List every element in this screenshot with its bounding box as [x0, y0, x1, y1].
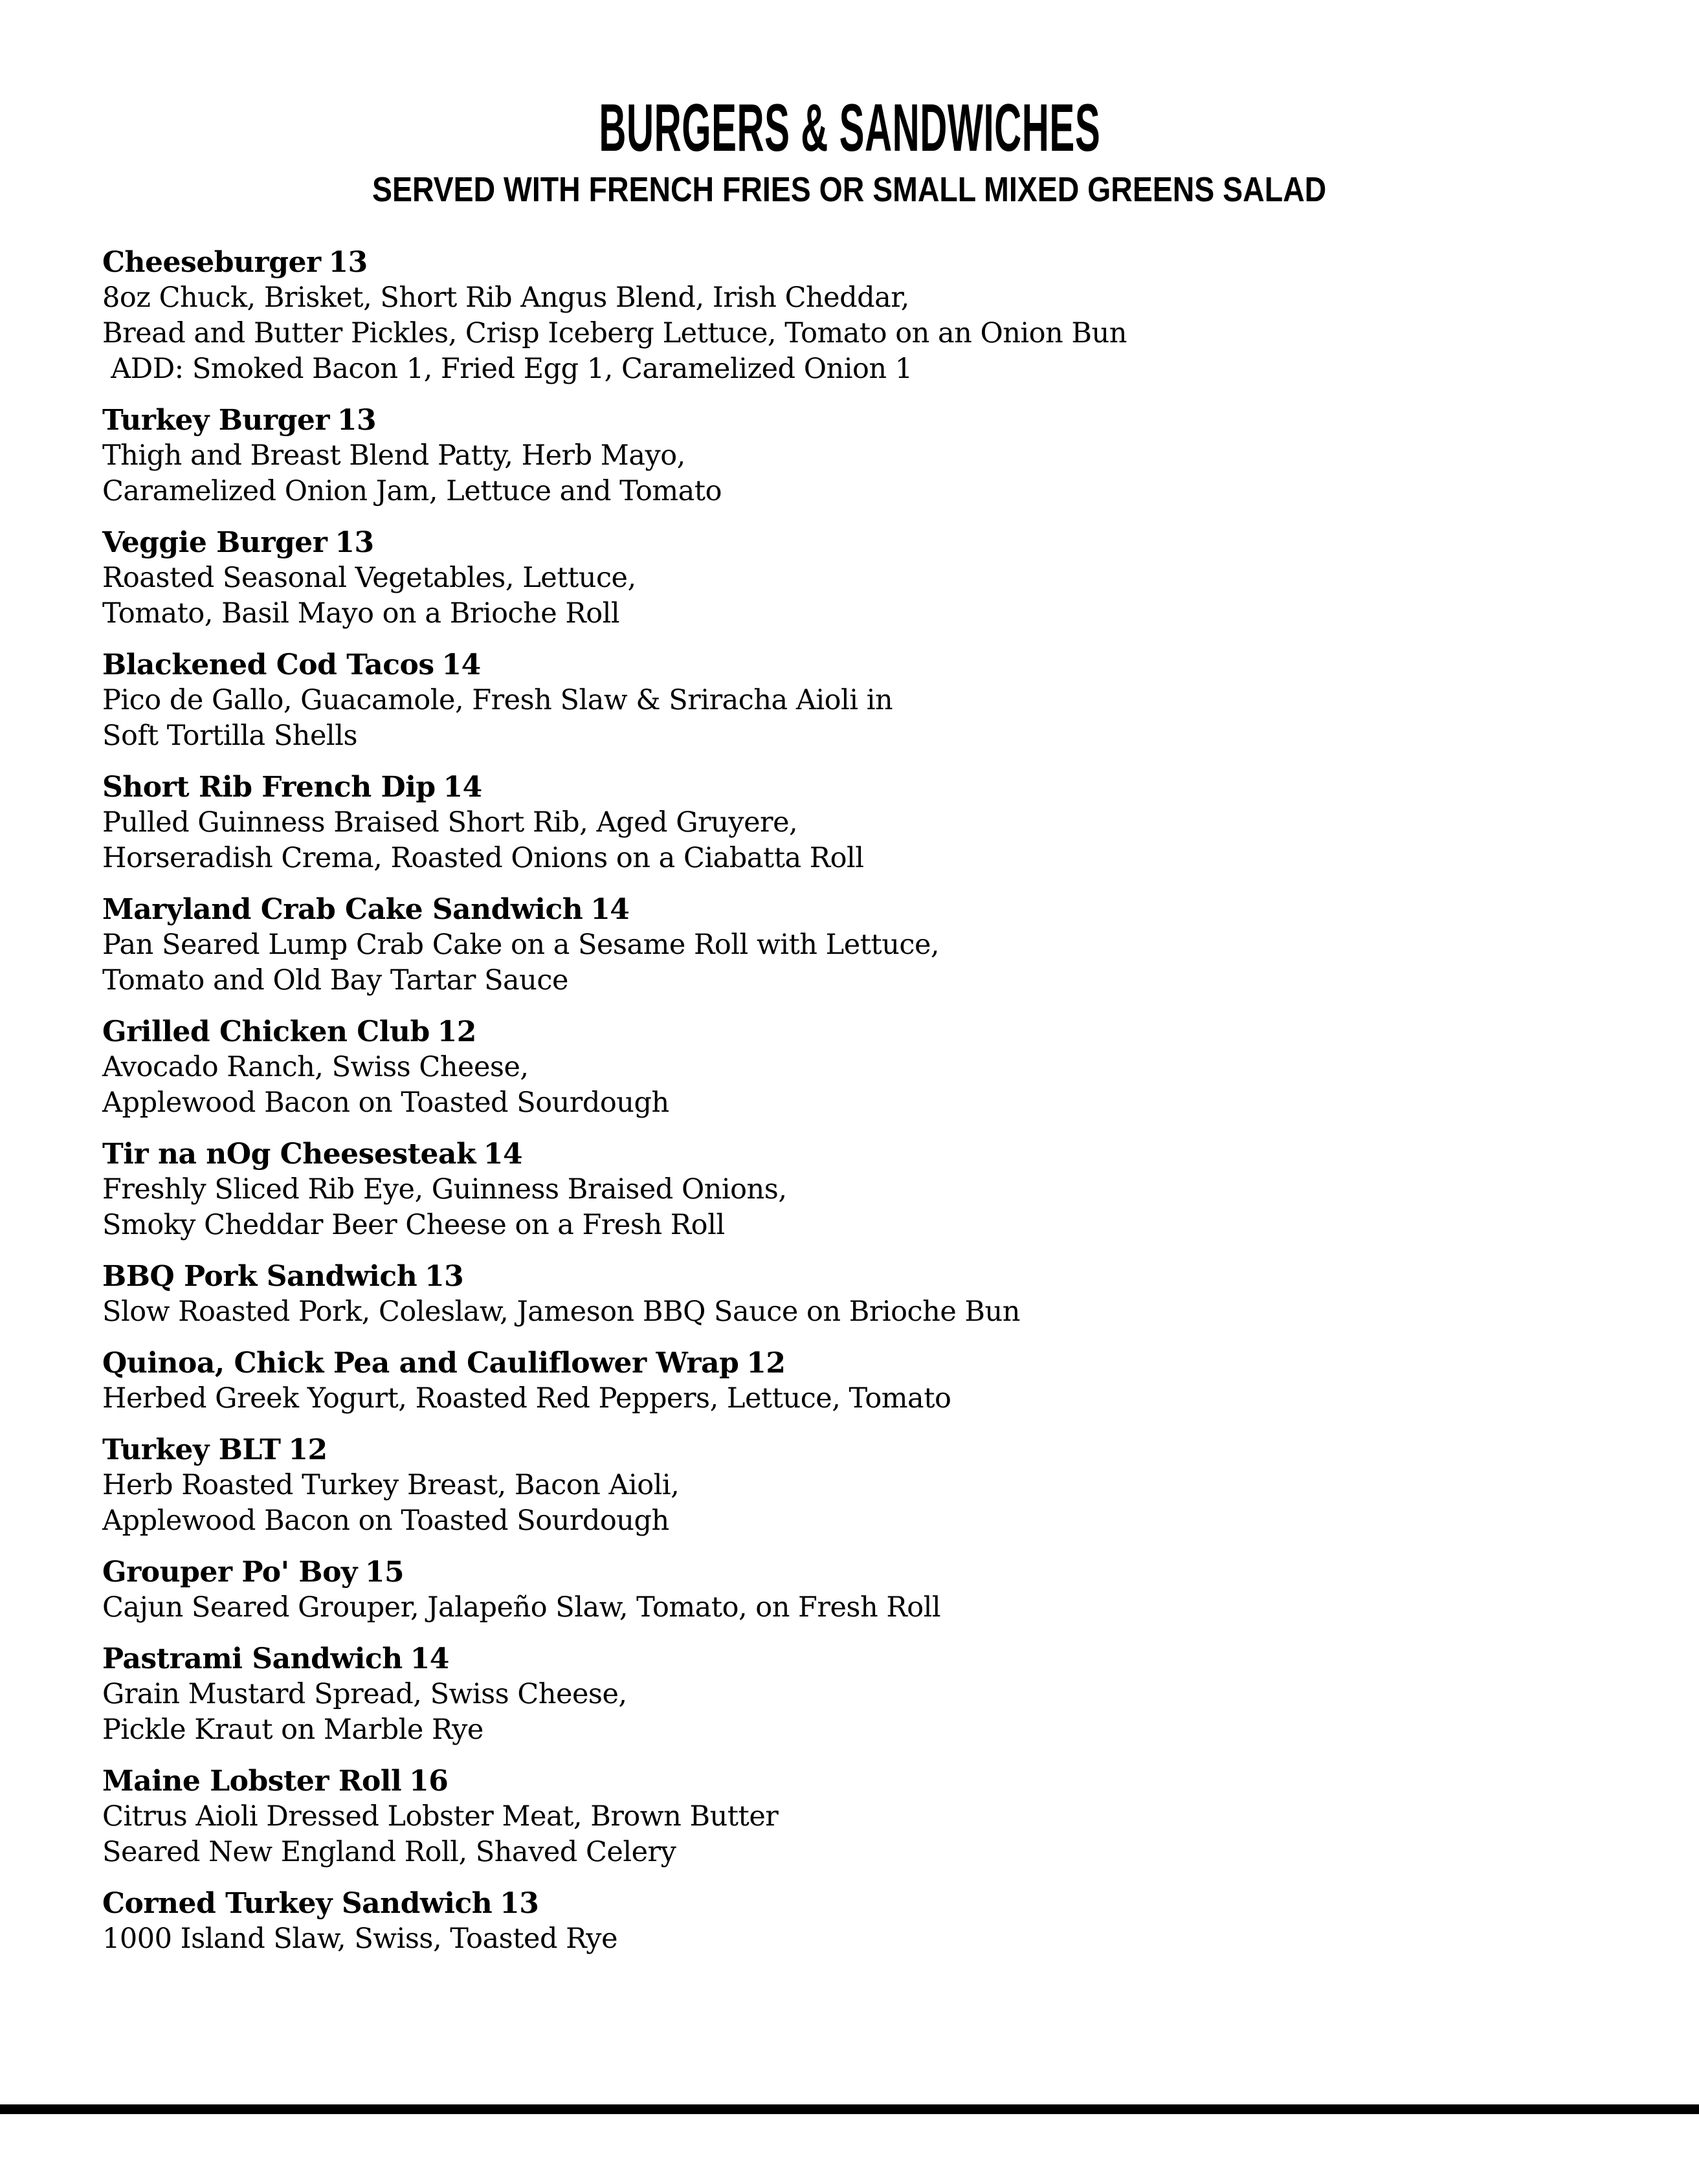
- menu-item-title: [102, 1014, 1634, 1050]
- menu-item-description-line: Applewood Bacon on Toasted Sourdough: [102, 1505, 669, 1537]
- menu-item-price: 12: [288, 1433, 328, 1466]
- menu-item: [102, 1345, 1634, 1417]
- menu-item-name: Veggie Burger: [102, 526, 328, 559]
- menu-item: [102, 769, 1634, 876]
- menu-item-description: [102, 1468, 1634, 1539]
- menu-item-description: [102, 1921, 1634, 1957]
- menu-item-description: [102, 1677, 1634, 1748]
- menu-item-description: [102, 805, 1634, 876]
- menu-item-description: [102, 1050, 1634, 1121]
- menu-item-description-line: Herbed Greek Yogurt, Roasted Red Peppers, Lettuce, Tomato: [102, 1382, 951, 1415]
- menu-item-name: Turkey Burger: [102, 404, 330, 437]
- menu-item-price: 15: [364, 1556, 405, 1589]
- menu-item-title: [102, 1345, 1634, 1381]
- menu-item-description-line: Tomato, Basil Mayo on a Brioche Roll: [102, 597, 620, 630]
- menu-item-description-line: Avocado Ranch, Swiss Cheese,: [102, 1051, 529, 1083]
- menu-item-price: 13: [425, 1260, 464, 1293]
- menu-item-price: 14: [483, 1138, 523, 1171]
- menu-item-price: 13: [337, 404, 377, 437]
- menu-item-description-line: Thigh and Breast Blend Patty, Herb Mayo,: [102, 439, 685, 472]
- menu-item: [102, 1014, 1634, 1121]
- menu-item-description-line: Caramelized Onion Jam, Lettuce and Tomato: [102, 475, 722, 507]
- menu-item-name: Short Rib French Dip: [102, 771, 436, 804]
- menu-item-description: [102, 1294, 1634, 1330]
- menu-item: [102, 1259, 1634, 1330]
- menu-item-description: [102, 1590, 1634, 1626]
- menu-item-title: [102, 1763, 1634, 1799]
- menu-item-description-line: 8oz Chuck, Brisket, Short Rib Angus Blend, Irish Cheddar,: [102, 281, 909, 314]
- menu-item-description-line: Soft Tortilla Shells: [102, 720, 358, 752]
- menu-section-subtitle: SERVED WITH FRENCH FRIES OR SMALL MIXED GREENS SALAD: [372, 170, 1327, 209]
- menu-item-description-line: Tomato and Old Bay Tartar Sauce: [102, 964, 568, 997]
- menu-item-description-line: Horseradish Crema, Roasted Onions on a Ciabatta Roll: [102, 842, 864, 874]
- menu-item: [102, 892, 1634, 998]
- menu-item-description-line: Smoky Cheddar Beer Cheese on a Fresh Roll: [102, 1209, 725, 1241]
- menu-item-description-line: Slow Roasted Pork, Coleslaw, Jameson BBQ Sauce on Brioche Bun: [102, 1296, 1020, 1328]
- menu-item-title: [102, 1432, 1634, 1468]
- menu-item-price: 14: [590, 893, 630, 926]
- menu-item-title: [102, 1259, 1634, 1294]
- menu-item: [102, 1432, 1634, 1539]
- menu-item-description-line: Citrus Aioli Dressed Lobster Meat, Brown Butter: [102, 1800, 779, 1833]
- menu-item-description-line: Pan Seared Lump Crab Cake on a Sesame Roll with Lettuce,: [102, 929, 940, 961]
- menu-item-description-line: Roasted Seasonal Vegetables, Lettuce,: [102, 562, 636, 594]
- menu-item: [102, 1886, 1634, 1957]
- menu-item-name: Blackened Cod Tacos: [102, 648, 434, 681]
- menu-item-description: [102, 560, 1634, 632]
- menu-item-description-line: Herb Roasted Turkey Breast, Bacon Aioli,: [102, 1469, 680, 1501]
- menu-item-description-line: Cajun Seared Grouper, Jalapeño Slaw, Tomato, on Fresh Roll: [102, 1591, 941, 1624]
- menu-item-price: 12: [746, 1347, 786, 1380]
- menu-item-price: 14: [441, 648, 481, 681]
- menu-item-title: [102, 647, 1634, 683]
- menu-item: [102, 1136, 1634, 1243]
- menu-item-title: [102, 892, 1634, 927]
- menu-item-name: Maine Lobster Roll: [102, 1765, 402, 1798]
- menu-item-price: 13: [328, 246, 368, 279]
- menu-item-title: [102, 245, 1634, 280]
- menu-item-price: 13: [335, 526, 374, 559]
- menu-item-name: BBQ Pork Sandwich: [102, 1260, 417, 1293]
- menu-item-description: [102, 927, 1634, 998]
- menu-item: [102, 1763, 1634, 1870]
- menu-item-title: [102, 1886, 1634, 1921]
- menu-section-title: BURGERS & SANDWICHES: [599, 91, 1100, 166]
- menu-item-name: Grouper Po' Boy: [102, 1556, 357, 1589]
- menu-item-price: 14: [443, 771, 482, 804]
- menu-item-list: [102, 245, 1634, 1957]
- menu-item-name: Quinoa, Chick Pea and Cauliflower Wrap: [102, 1347, 739, 1380]
- menu-item-name: Tir na nOg Cheesesteak: [102, 1138, 476, 1171]
- menu-item-price: 14: [410, 1642, 449, 1675]
- menu-item-title: [102, 1641, 1634, 1677]
- menu-item-description-line: 1000 Island Slaw, Swiss, Toasted Rye: [102, 1923, 618, 1955]
- menu-item-description-line: Bread and Butter Pickles, Crisp Iceberg Lettuce, Tomato on an Onion Bun: [102, 317, 1127, 349]
- menu-item-name: Corned Turkey Sandwich: [102, 1887, 493, 1920]
- menu-item-price: 12: [437, 1015, 476, 1048]
- menu-item-title: [102, 403, 1634, 438]
- menu-item-description-line: Freshly Sliced Rib Eye, Guinness Braised Onions,: [102, 1173, 787, 1206]
- menu-item-description-line: Pickle Kraut on Marble Rye: [102, 1714, 483, 1746]
- footer-divider-bar: [0, 2104, 1699, 2114]
- menu-item-description-line: ADD: Smoked Bacon 1, Fried Egg 1, Caramelized Onion 1: [102, 353, 913, 385]
- menu-item-description: [102, 683, 1634, 754]
- menu-item-title: [102, 769, 1634, 805]
- menu-item-description: [102, 1799, 1634, 1870]
- menu-item-description: [102, 1381, 1634, 1417]
- menu-item: [102, 403, 1634, 509]
- menu-item: [102, 647, 1634, 754]
- menu-item-title: [102, 525, 1634, 560]
- menu-item-name: Pastrami Sandwich: [102, 1642, 403, 1675]
- menu-item-price: 13: [500, 1887, 539, 1920]
- menu-item: [102, 525, 1634, 632]
- menu-item-description-line: Pulled Guinness Braised Short Rib, Aged Gruyere,: [102, 806, 798, 839]
- menu-item-price: 16: [409, 1765, 449, 1798]
- menu-item-description: [102, 280, 1634, 387]
- menu-item-description-line: Seared New England Roll, Shaved Celery: [102, 1836, 676, 1868]
- menu-item-title: [102, 1136, 1634, 1172]
- menu-item-description-line: Applewood Bacon on Toasted Sourdough: [102, 1086, 669, 1119]
- menu-item-name: Maryland Crab Cake Sandwich: [102, 893, 583, 926]
- menu-item-name: Turkey BLT: [102, 1433, 281, 1466]
- menu-item-name: Grilled Chicken Club: [102, 1015, 430, 1048]
- menu-header: [0, 0, 1699, 207]
- menu-item: [102, 1641, 1634, 1748]
- menu-item: [102, 245, 1634, 387]
- menu-item-description-line: Pico de Gallo, Guacamole, Fresh Slaw & Sriracha Aioli in: [102, 684, 893, 716]
- menu-item-description-line: Grain Mustard Spread, Swiss Cheese,: [102, 1678, 627, 1710]
- menu-item-name: Cheeseburger: [102, 246, 321, 279]
- menu-item-description: [102, 438, 1634, 509]
- menu-item-description: [102, 1172, 1634, 1243]
- menu-item: [102, 1554, 1634, 1626]
- menu-item-title: [102, 1554, 1634, 1590]
